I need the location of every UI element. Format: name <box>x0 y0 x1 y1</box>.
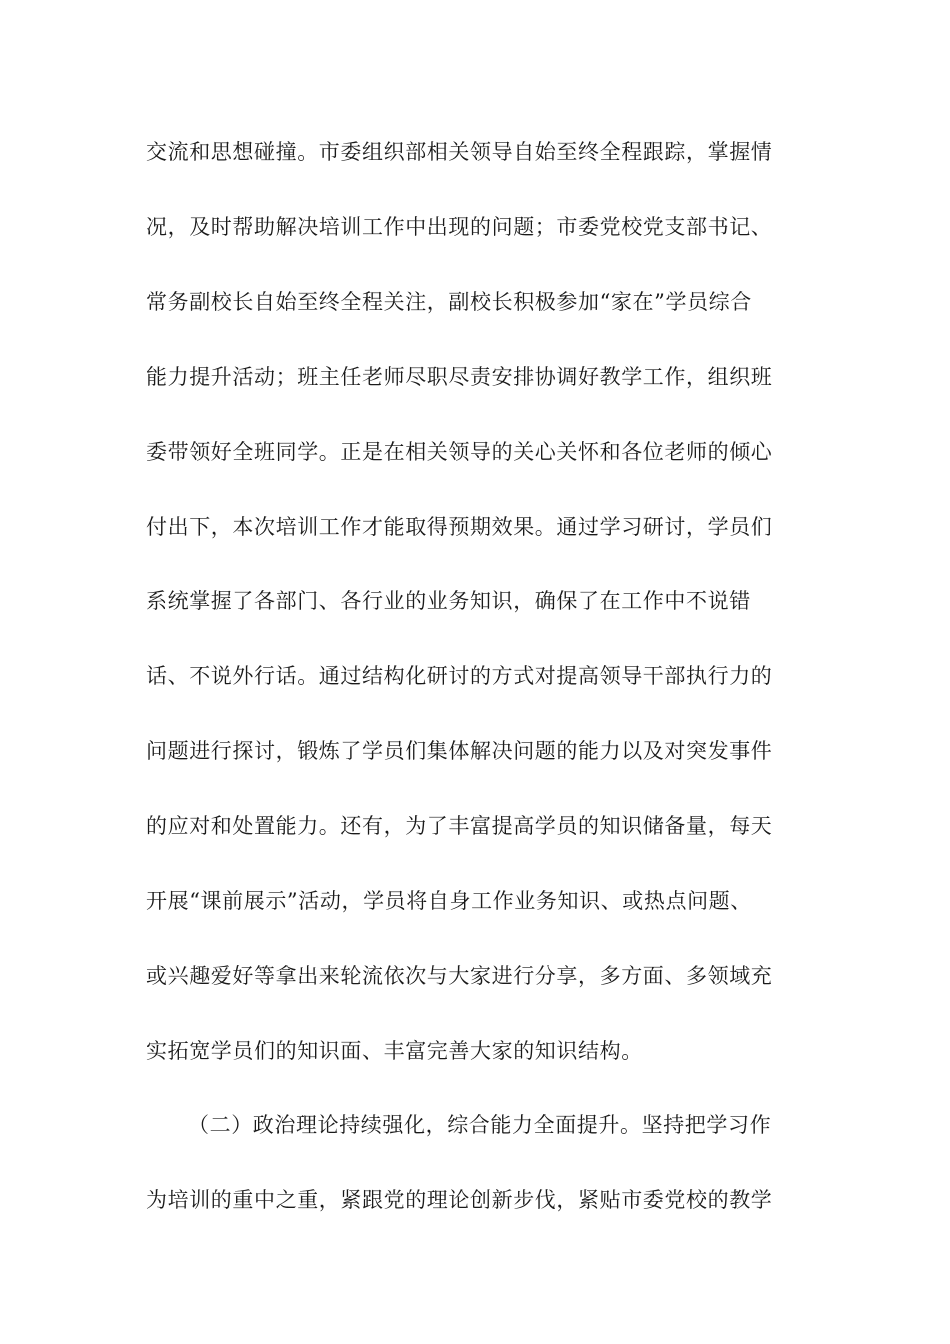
text-line: 况，及时帮助解决培训工作中出现的问题；市委党校党支部书记、 <box>146 215 773 239</box>
text-line: 系统掌握了各部门、各行业的业务知识，确保了在工作中不说错 <box>146 589 751 613</box>
text-line: 的应对和处置能力。还有，为了丰富提高学员的知识储备量，每天 <box>146 814 773 838</box>
text-line: 或兴趣爱好等拿出来轮流依次与大家进行分享，多方面、多领域充 <box>146 964 773 988</box>
text-line: 问题进行探讨，锻炼了学员们集体解决问题的能力以及对突发事件 <box>146 739 773 763</box>
text-line: 能力提升活动；班主任老师尽职尽责安排协调好教学工作，组织班 <box>146 365 773 389</box>
text-line: 实拓宽学员们的知识面、丰富完善大家的知识结构。 <box>146 1039 643 1063</box>
text-line: 常务副校长自始至终全程关注，副校长积极参加“家在”学员综合 <box>146 290 752 314</box>
text-line: 付出下，本次培训工作才能取得预期效果。通过学习研讨，学员们 <box>146 515 773 539</box>
text-line: 交流和思想碰撞。市委组织部相关领导自始至终全程跟踪，掌握情 <box>146 140 773 164</box>
section-heading-line: （二）政治理论持续强化，综合能力全面提升。坚持把学习作 <box>188 1113 772 1137</box>
text-line: 委带领好全班同学。正是在相关领导的关心关怀和各位老师的倾心 <box>146 440 773 464</box>
text-line: 开展“课前展示”活动，学员将自身工作业务知识、或热点问题、 <box>146 889 752 913</box>
text-line: 为培训的重中之重，紧跟党的理论创新步伐，紧贴市委党校的教学 <box>146 1188 773 1212</box>
text-line: 话、不说外行话。通过结构化研讨的方式对提高领导干部执行力的 <box>146 664 773 688</box>
